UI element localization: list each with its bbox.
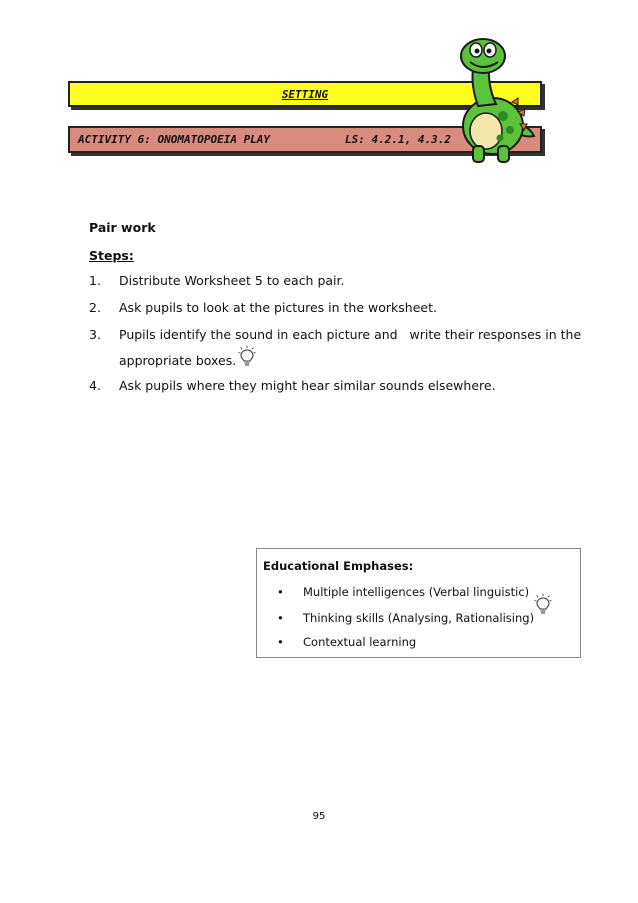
emphasis-text: Contextual learning: [303, 635, 417, 649]
learning-standards: LS: 4.2.1, 4.3.2: [345, 133, 451, 146]
dinosaur-icon: [438, 28, 538, 168]
lightbulb-icon: [238, 345, 256, 367]
steps-heading: Steps:: [89, 248, 134, 263]
setting-label: SETTING: [281, 88, 329, 101]
step-text: Ask pupils to look at the pictures in the worksheet.: [119, 300, 437, 315]
step-number: 4.: [89, 378, 101, 393]
bullet: •: [277, 635, 284, 649]
educational-emphases-box: [256, 548, 581, 658]
step-number: 3.: [89, 327, 101, 342]
step-text-continued: appropriate boxes.: [119, 353, 237, 368]
step-number: 2.: [89, 300, 101, 315]
emphasis-text: Multiple intelligences (Verbal linguistic): [303, 585, 530, 599]
emphasis-item: [277, 635, 416, 649]
emphasis-text: Thinking skills (Analysing, Rationalising): [303, 611, 535, 625]
emphasis-item: [277, 585, 529, 599]
step-text: Ask pupils where they might hear similar sounds elsewhere.: [119, 378, 496, 393]
step-text: Distribute Worksheet 5 to each pair.: [119, 273, 345, 288]
lightbulb-icon: [534, 593, 552, 615]
emphasis-item: [277, 611, 534, 625]
page-number: 95: [312, 811, 326, 822]
pair-work-label: Pair work: [89, 220, 156, 235]
activity-title: ACTIVITY 6: ONOMATOPOEIA PLAY: [78, 133, 271, 146]
bullet: •: [277, 585, 284, 599]
emphases-title: Educational Emphases:: [263, 559, 414, 573]
step-number: 1.: [89, 273, 101, 288]
bullet: •: [277, 611, 284, 625]
step-text: Pupils identify the sound in each picture and write their responses in the: [119, 327, 582, 342]
